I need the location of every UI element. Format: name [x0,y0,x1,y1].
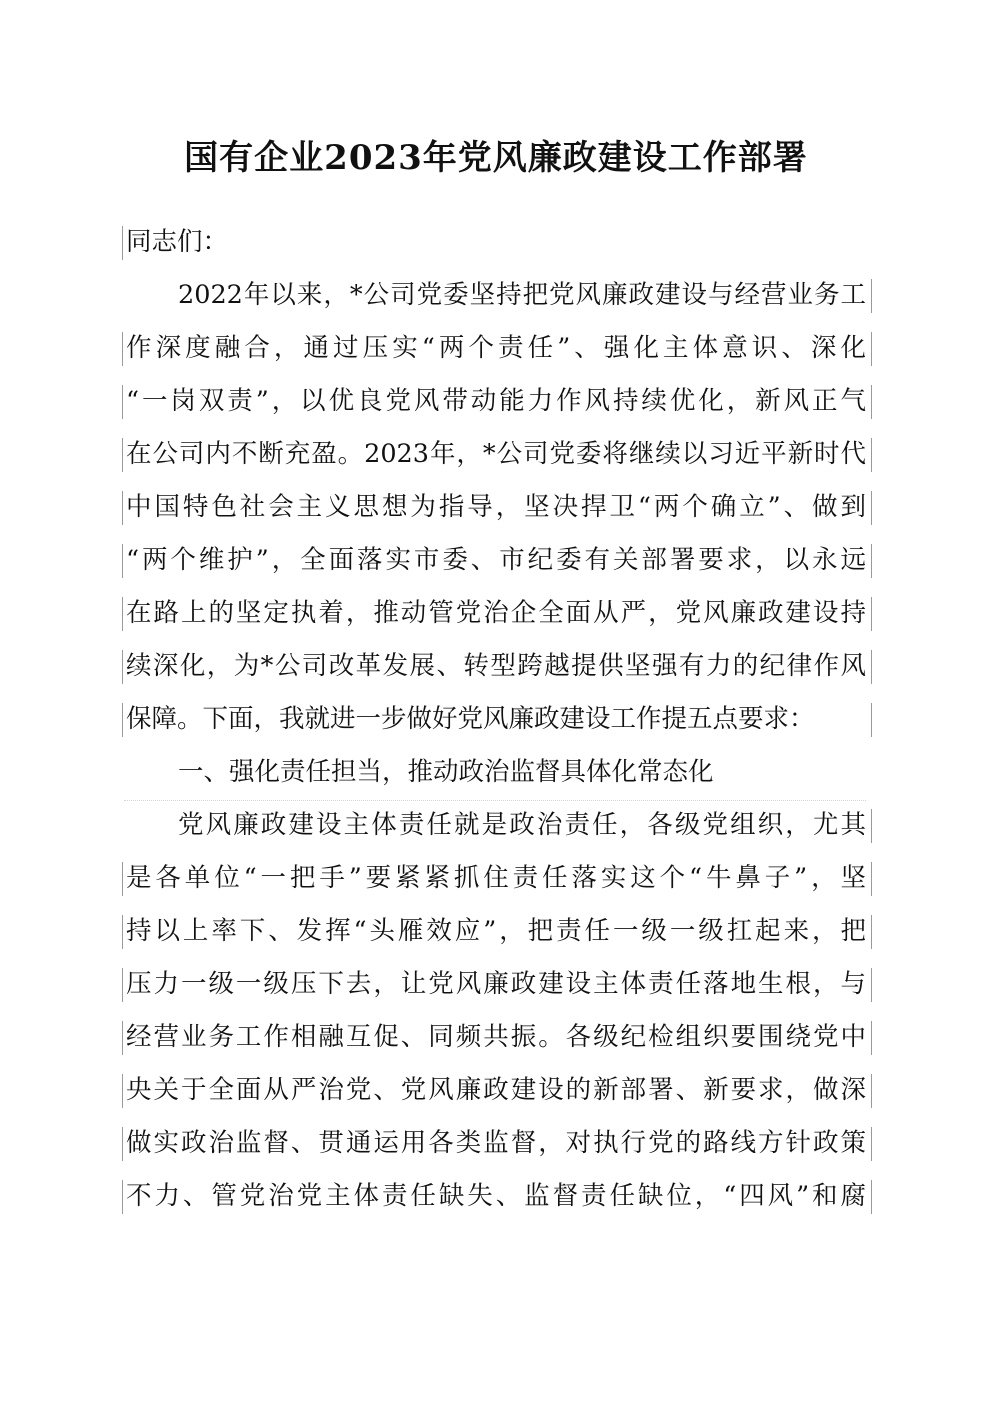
paragraph-line: 作深度融合，通过压实“两个责任”、强化主体意识、深化 [126,322,866,375]
paragraph-line: 2022年以来，*公司党委坚持把党风廉政建设与经营业务工 [126,269,866,322]
paragraph-line: 做实政治监督、贯通运用各类监督，对执行党的路线方针政策 [126,1117,866,1170]
line-guide-divider [124,800,866,801]
paragraph-line: 在路上的坚定执着，推动管党治企全面从严，党风廉政建设持 [126,587,866,640]
greeting-line: 同志们： [126,216,866,269]
paragraph-line: 在公司内不断充盈。2023年，*公司党委将继续以习近平新时代 [126,428,866,481]
paragraph-line: 央关于全面从严治党、党风廉政建设的新部署、新要求，做深 [126,1064,866,1117]
document-body [126,216,866,1223]
section-heading: 一、强化责任担当，推动政治监督具体化常态化 [178,757,714,787]
paragraph-line: 不力、管党治党主体责任缺失、监督责任缺位，“四风”和腐 [126,1170,866,1223]
paragraph-line: 压力一级一级压下去，让党风廉政建设主体责任落地生根，与 [126,958,866,1011]
paragraph-line: 续深化，为*公司改革发展、转型跨越提供坚强有力的纪律作风 [126,640,866,693]
paragraph-line: “一岗双责”，以优良党风带动能力作风持续优化，新风正气 [126,375,866,428]
paragraph-line: 党风廉政建设主体责任就是政治责任，各级党组织，尤其 [126,799,866,852]
document-title: 国有企业2023年党风廉政建设工作部署 [184,138,808,178]
paragraph-line: 是各单位“一把手”要紧紧抓住责任落实这个“牛鼻子”，坚 [126,852,866,905]
paragraph-line: 保障。下面，我就进一步做好党风廉政建设工作提五点要求： [126,693,866,746]
paragraph-line: 持以上率下、发挥“头雁效应”，把责任一级一级扛起来，把 [126,905,866,958]
paragraph-line: “两个维护”，全面落实市委、市纪委有关部署要求，以永远 [126,534,866,587]
paragraph-line: 经营业务工作相融互促、同频共振。各级纪检组织要围绕党中 [126,1011,866,1064]
paragraph-line: 中国特色社会主义思想为指导，坚决捍卫“两个确立”、做到 [126,481,866,534]
